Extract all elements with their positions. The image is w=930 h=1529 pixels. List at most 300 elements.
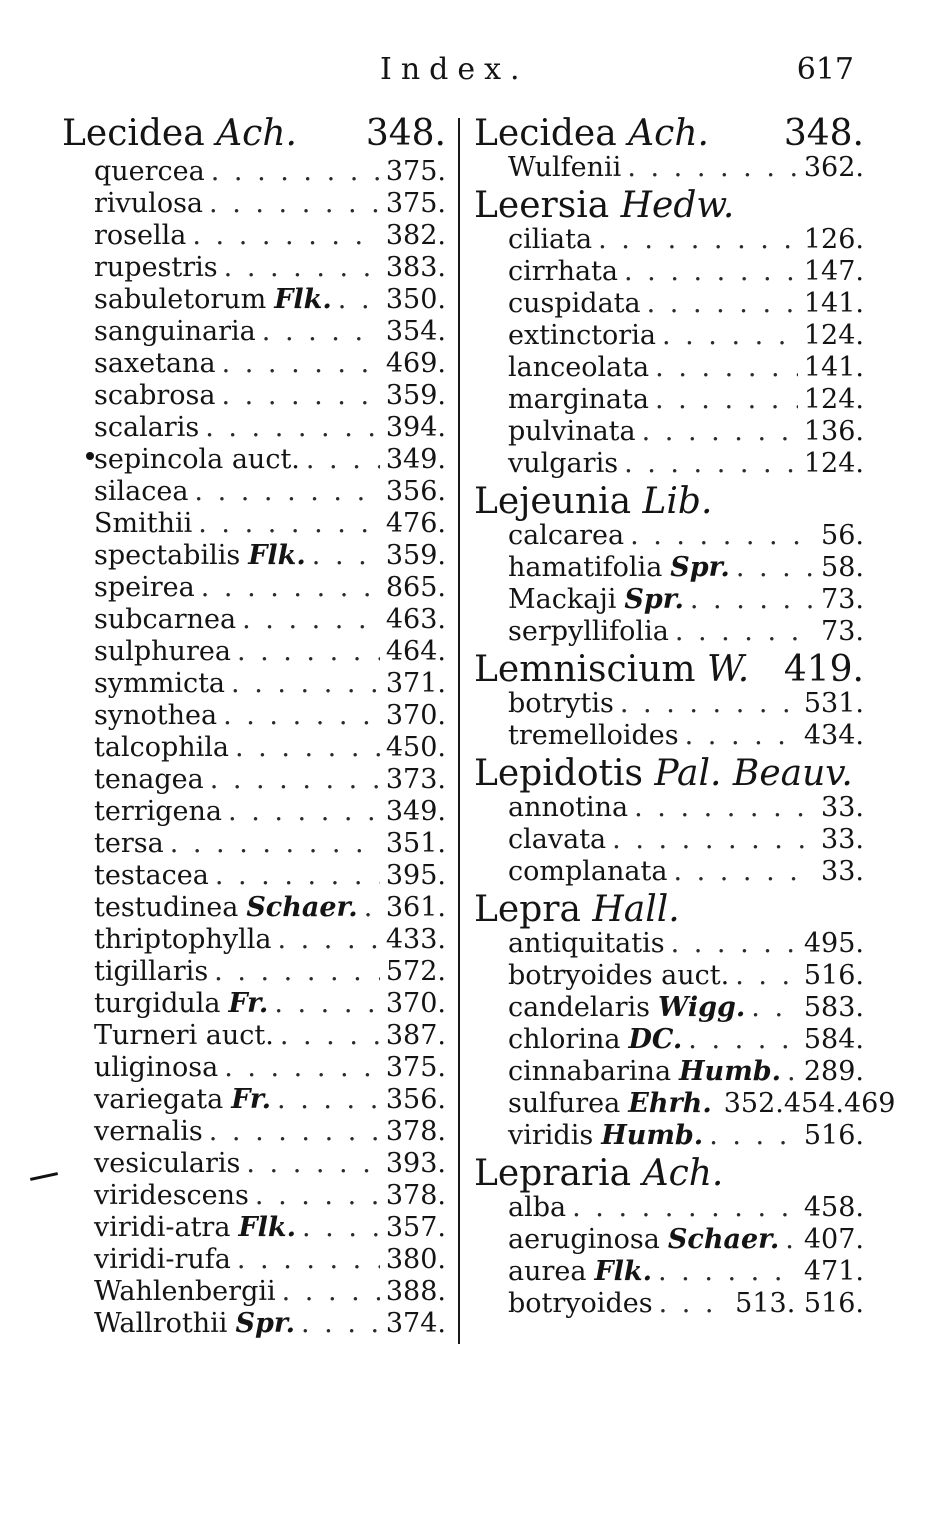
page-reference: 33.: [821, 824, 864, 855]
dot-leader: [237, 636, 380, 668]
page-reference: 359.: [385, 540, 446, 571]
species-name: rivulosa: [94, 188, 204, 219]
species-name: testacea: [94, 860, 209, 891]
species-name: thriptophylla: [94, 924, 272, 955]
species-author: Spr.: [235, 1308, 295, 1339]
index-entry: [474, 792, 864, 824]
index-entry: [474, 224, 864, 256]
page-reference: 289.: [803, 1056, 864, 1087]
dot-leader: [659, 1288, 730, 1320]
page-number: 617: [796, 52, 854, 87]
dot-leader: [364, 892, 380, 924]
species-name: cirrhata: [508, 256, 619, 287]
index-entry: [62, 988, 446, 1020]
page-reference: 394.: [385, 412, 446, 443]
species-author: Fr.: [228, 988, 269, 1019]
margin-arrow-mark: [30, 1172, 58, 1181]
species-name: cuspidata: [508, 288, 641, 319]
page-reference: 383.: [385, 252, 446, 283]
species-name: silacea: [94, 476, 189, 507]
dot-leader: [214, 956, 380, 988]
species-author: Schaer.: [246, 892, 358, 923]
dot-leader: [655, 384, 798, 416]
page-reference: 362.: [803, 152, 864, 183]
index-entry: [474, 448, 864, 480]
dot-leader: [673, 856, 815, 888]
genus-heading: [474, 888, 864, 928]
column-divider: [458, 118, 460, 1344]
genus-author: W.: [706, 649, 750, 690]
species-name: sabuletorum: [94, 284, 267, 315]
index-entry: [62, 1020, 446, 1052]
page-reference: 56.: [821, 520, 864, 551]
index-entry: [62, 1244, 446, 1276]
species-name: ciliata: [508, 224, 593, 255]
dot-leader: [228, 796, 380, 828]
species-name: scabrosa: [94, 380, 216, 411]
index-entry: [474, 288, 864, 320]
species-author: Flk.: [248, 540, 306, 571]
dot-leader: [735, 960, 798, 992]
genus-author: Hall.: [592, 889, 680, 930]
dot-leader: [627, 152, 798, 184]
dot-leader: [209, 188, 380, 220]
page-reference: 370.: [385, 700, 446, 731]
species-name: testudinea: [94, 892, 239, 923]
dot-leader: [655, 352, 798, 384]
species-author: DC.: [628, 1024, 683, 1055]
index-entry: [474, 416, 864, 448]
page-reference: 33.: [821, 856, 864, 887]
dot-leader: [194, 476, 379, 508]
species-name: terrigena: [94, 796, 223, 827]
index-entry: [474, 720, 864, 752]
page-reference: 359.: [385, 380, 446, 411]
genus-name: Lecidea: [474, 113, 617, 154]
index-entry: [474, 256, 864, 288]
page-reference: 352.454.469: [723, 1088, 896, 1119]
index-entry: [62, 828, 446, 860]
index-entry: [474, 152, 864, 184]
page-reference: 350.: [385, 284, 446, 315]
index-entry: [474, 352, 864, 384]
page-reference: 354.: [385, 316, 446, 347]
species-author: Wigg.: [658, 992, 746, 1023]
species-name: sanguinaria: [94, 316, 256, 347]
species-name: sulphurea: [94, 636, 231, 667]
dot-leader: [277, 1084, 380, 1116]
species-name: Turneri auct.: [94, 1020, 274, 1051]
index-entry: [474, 1288, 864, 1320]
species-name: quercea: [94, 156, 205, 187]
dot-leader: [301, 1308, 380, 1340]
species-name: candelaris: [508, 992, 651, 1023]
species-author: Fr.: [231, 1084, 272, 1115]
index-entry: [62, 1276, 446, 1308]
dot-leader: [736, 552, 815, 584]
genus-author: Ach.: [642, 1153, 724, 1194]
genus-name: Lecidea: [62, 113, 205, 154]
page-reference: 124.: [803, 448, 864, 479]
index-entry: [62, 156, 446, 188]
index-entry: [62, 700, 446, 732]
page-reference: 356.: [385, 1084, 446, 1115]
page-reference: 351.: [385, 828, 446, 859]
dot-leader: [210, 764, 380, 796]
index-entry: [474, 1024, 864, 1056]
dot-leader: [658, 1256, 798, 1288]
page-reference: 434.: [803, 720, 864, 751]
page-reference: 463.: [385, 604, 446, 635]
dot-leader: [198, 508, 380, 540]
species-name: calcarea: [508, 520, 625, 551]
index-entry: [474, 992, 864, 1024]
species-name: talcophila: [94, 732, 229, 763]
index-entry: [474, 1192, 864, 1224]
page-reference: 147.: [803, 256, 864, 287]
species-author: Humb.: [679, 1056, 782, 1087]
page-reference: 124.: [803, 320, 864, 351]
species-name: tigillaris: [94, 956, 209, 987]
dot-leader: [224, 1052, 380, 1084]
index-entry: [62, 892, 446, 924]
genus-author: Ach.: [628, 113, 709, 154]
species-name: vesicularis: [94, 1148, 241, 1179]
species-name: antiquitatis: [508, 928, 665, 959]
dot-leader: [223, 700, 380, 732]
dot-leader: [192, 220, 380, 252]
dot-leader: [215, 860, 380, 892]
species-author: Ehrh.: [628, 1088, 712, 1119]
dot-leader: [612, 824, 815, 856]
page-reference: 865.: [385, 572, 446, 603]
dot-leader: [688, 1024, 798, 1056]
species-name: pulvinata: [508, 416, 636, 447]
index-entry: [474, 1056, 864, 1088]
genus-heading: [474, 1152, 864, 1192]
dot-leader: [274, 988, 380, 1020]
species-name: cinnabarina: [508, 1056, 672, 1087]
page-reference: 458.: [803, 1192, 864, 1223]
index-entry: [62, 668, 446, 700]
index-entry: [62, 572, 446, 604]
dot-leader: [624, 448, 798, 480]
species-name: Smithii: [94, 508, 193, 539]
species-name: botrytis: [508, 688, 614, 719]
index-entry: [474, 1120, 864, 1152]
genus-heading: [474, 112, 864, 152]
page-reference: 380.: [385, 1244, 446, 1275]
index-entry: [474, 1088, 896, 1120]
dot-leader: [785, 1224, 798, 1256]
species-name: rupestris: [94, 252, 218, 283]
dot-leader: [690, 584, 815, 616]
species-author: Flk.: [238, 1212, 296, 1243]
species-name: viridi-atra: [94, 1212, 231, 1243]
dot-leader: [211, 156, 380, 188]
species-name: vernalis: [94, 1116, 203, 1147]
genus-page: 348.: [365, 113, 446, 154]
index-entry: [62, 1180, 446, 1212]
index-entry: [62, 220, 446, 252]
genus-author: Hedw.: [620, 185, 735, 226]
species-name: chlorina: [508, 1024, 621, 1055]
dot-leader: [662, 320, 798, 352]
species-name: scalaris: [94, 412, 200, 443]
page-reference: 124.: [803, 384, 864, 415]
genus-page: 348.: [783, 113, 864, 154]
species-name: sulfurea: [508, 1088, 621, 1119]
species-author: Schaer.: [667, 1224, 780, 1255]
dot-leader: [624, 256, 798, 288]
index-entry: [62, 1212, 446, 1244]
dot-leader: [620, 688, 798, 720]
genus-heading: [474, 752, 864, 792]
genus-page: 419.: [783, 649, 864, 690]
page-reference: 356.: [385, 476, 446, 507]
genus-heading: [62, 112, 446, 156]
page-reference: 382.: [385, 220, 446, 251]
index-entry: [62, 1052, 446, 1084]
species-author: Flk.: [274, 284, 332, 315]
species-name: variegata: [94, 1084, 224, 1115]
index-entry: [62, 316, 446, 348]
species-name: annotina: [508, 792, 629, 823]
species-name: Wulfenii: [508, 152, 622, 183]
index-entry: [474, 856, 864, 888]
page-reference: 516.: [803, 1120, 864, 1151]
page-reference: 450.: [385, 732, 446, 763]
species-author: Humb.: [601, 1120, 704, 1151]
dot-leader: [598, 224, 798, 256]
page-reference: 73.: [821, 616, 864, 647]
dot-leader: [751, 992, 798, 1024]
dot-leader: [224, 252, 380, 284]
page-reference: 126.: [803, 224, 864, 255]
page-reference: 513. 516.: [735, 1288, 864, 1319]
page-reference: 374.: [385, 1308, 446, 1339]
dot-leader: [205, 412, 380, 444]
dot-leader: [647, 288, 798, 320]
genus-author: Ach.: [216, 113, 297, 154]
index-entry: [474, 688, 864, 720]
genus-heading: [474, 480, 864, 520]
index-entry: [62, 476, 446, 508]
page-reference: 516.: [803, 960, 864, 991]
index-entry: [474, 1224, 864, 1256]
dot-leader: [246, 1148, 380, 1180]
page-reference: 357.: [385, 1212, 446, 1243]
species-name: sepincola auct.: [94, 444, 300, 475]
page-reference: 136.: [803, 416, 864, 447]
species-name: vulgaris: [508, 448, 619, 479]
dot-leader: [634, 792, 815, 824]
page-reference: 375.: [385, 1052, 446, 1083]
species-name: botryoides auct.: [508, 960, 730, 991]
dot-leader: [262, 316, 380, 348]
page-reference: 395.: [385, 860, 446, 891]
index-entry: [474, 584, 864, 616]
index-entry: [474, 928, 864, 960]
dot-leader: [338, 284, 380, 316]
page-reference: 141.: [803, 352, 864, 383]
page-reference: 572.: [385, 956, 446, 987]
page-reference: 378.: [385, 1116, 446, 1147]
dot-leader: [312, 540, 380, 572]
page-reference: 349.: [385, 796, 446, 827]
species-name: tenagea: [94, 764, 204, 795]
genus-name: Lejeunia: [474, 481, 632, 522]
index-entry: [62, 444, 446, 476]
right-column: [474, 112, 896, 1320]
genus-heading: [474, 184, 864, 224]
species-name: Wallrothii: [94, 1308, 228, 1339]
dot-leader: [572, 1192, 798, 1224]
dot-leader: [630, 520, 815, 552]
species-name: extinctoria: [508, 320, 656, 351]
species-name: viridi-rufa: [94, 1244, 231, 1275]
species-author: Flk.: [594, 1256, 653, 1287]
species-name: aurea: [508, 1256, 587, 1287]
page-reference: 471.: [803, 1256, 864, 1287]
species-name: aeruginosa: [508, 1224, 660, 1255]
page-reference: 375.: [385, 156, 446, 187]
index-entry: [62, 348, 446, 380]
index-entry: [62, 508, 446, 540]
index-entry: [474, 1256, 864, 1288]
page-reference: 388.: [385, 1276, 446, 1307]
dot-leader: [235, 732, 380, 764]
page-reference: 476.: [385, 508, 446, 539]
page-reference: 73.: [821, 584, 864, 615]
species-name: hamatifolia: [508, 552, 663, 583]
dot-leader: [255, 1180, 380, 1212]
species-name: saxetana: [94, 348, 216, 379]
page-reference: 433.: [385, 924, 446, 955]
dot-leader: [170, 828, 380, 860]
species-name: Mackaji: [508, 584, 617, 615]
species-name: marginata: [508, 384, 649, 415]
index-entry: [474, 320, 864, 352]
species-name: lanceolata: [508, 352, 650, 383]
species-name: rosella: [94, 220, 187, 251]
species-name: Wahlenbergii: [94, 1276, 276, 1307]
page-reference: 58.: [821, 552, 864, 583]
dot-leader: [685, 720, 798, 752]
species-name: uliginosa: [94, 1052, 219, 1083]
dot-leader: [709, 1120, 798, 1152]
genus-name: Lepra: [474, 889, 581, 930]
dot-leader: [242, 604, 380, 636]
species-name: spectabilis: [94, 540, 241, 571]
genus-author: Lib.: [642, 481, 713, 522]
species-name: subcarnea: [94, 604, 237, 635]
genus-name: Lepidotis: [474, 753, 643, 794]
genus-name: Lemniscium: [474, 649, 696, 690]
dot-leader: [277, 924, 379, 956]
dot-leader: [221, 380, 379, 412]
page-reference: 407.: [803, 1224, 864, 1255]
page-reference: 584.: [803, 1024, 864, 1055]
species-name: botryoides: [508, 1288, 653, 1319]
genus-name: Leersia: [474, 185, 610, 226]
index-entry: [474, 960, 864, 992]
species-name: synothea: [94, 700, 218, 731]
dot-leader: [282, 1276, 380, 1308]
page-reference: 371.: [385, 668, 446, 699]
index-entry: [62, 764, 446, 796]
species-name: clavata: [508, 824, 607, 855]
index-entry: [474, 552, 864, 584]
page-reference: 378.: [385, 1180, 446, 1211]
index-entry: [62, 540, 446, 572]
page-reference: 469.: [385, 348, 446, 379]
index-entry: [62, 252, 446, 284]
index-entry: [474, 616, 864, 648]
page-reference: 375.: [385, 188, 446, 219]
species-name: tremelloides: [508, 720, 679, 751]
species-name: speirea: [94, 572, 195, 603]
genus-name: Lepraria: [474, 1153, 632, 1194]
page-reference: 387.: [385, 1020, 446, 1051]
species-name: turgidula: [94, 988, 221, 1019]
species-name: tersa: [94, 828, 164, 859]
page-reference: 361.: [385, 892, 446, 923]
index-entry: [62, 412, 446, 444]
species-name: alba: [508, 1192, 567, 1223]
index-entry: [62, 1308, 446, 1340]
dot-leader: [671, 928, 798, 960]
species-name: complanata: [508, 856, 668, 887]
dot-leader: [237, 1244, 380, 1276]
running-head: Index.: [380, 52, 529, 87]
dot-leader: [201, 572, 380, 604]
index-entry: [62, 860, 446, 892]
index-entry: [62, 1116, 446, 1148]
dot-leader: [302, 1212, 380, 1244]
dot-leader: [231, 668, 380, 700]
index-entry: [62, 604, 446, 636]
genus-heading: [474, 648, 864, 688]
page-reference: 495.: [803, 928, 864, 959]
dot-leader: [280, 1020, 380, 1052]
index-entry: [62, 732, 446, 764]
index-entry: [62, 1084, 446, 1116]
index-entry: [62, 636, 446, 668]
index-entry: [62, 924, 446, 956]
page-reference: 531.: [803, 688, 864, 719]
dot-leader: [675, 616, 815, 648]
index-entry: [62, 796, 446, 828]
species-author: Spr.: [670, 552, 730, 583]
page-reference: 583.: [803, 992, 864, 1023]
dot-leader: [787, 1056, 798, 1088]
index-entry: [62, 380, 446, 412]
index-entry: [62, 956, 446, 988]
species-author: Spr.: [624, 584, 684, 615]
page-reference: 373.: [385, 764, 446, 795]
index-entry: [62, 284, 446, 316]
index-entry: [474, 824, 864, 856]
page-reference: 141.: [803, 288, 864, 319]
dot-leader: [642, 416, 798, 448]
page-reference: 33.: [821, 792, 864, 823]
species-name: symmicta: [94, 668, 226, 699]
page-reference: 464.: [385, 636, 446, 667]
index-entry: [62, 1148, 446, 1180]
species-name: viridescens: [94, 1180, 249, 1211]
dot-leader: [209, 1116, 380, 1148]
